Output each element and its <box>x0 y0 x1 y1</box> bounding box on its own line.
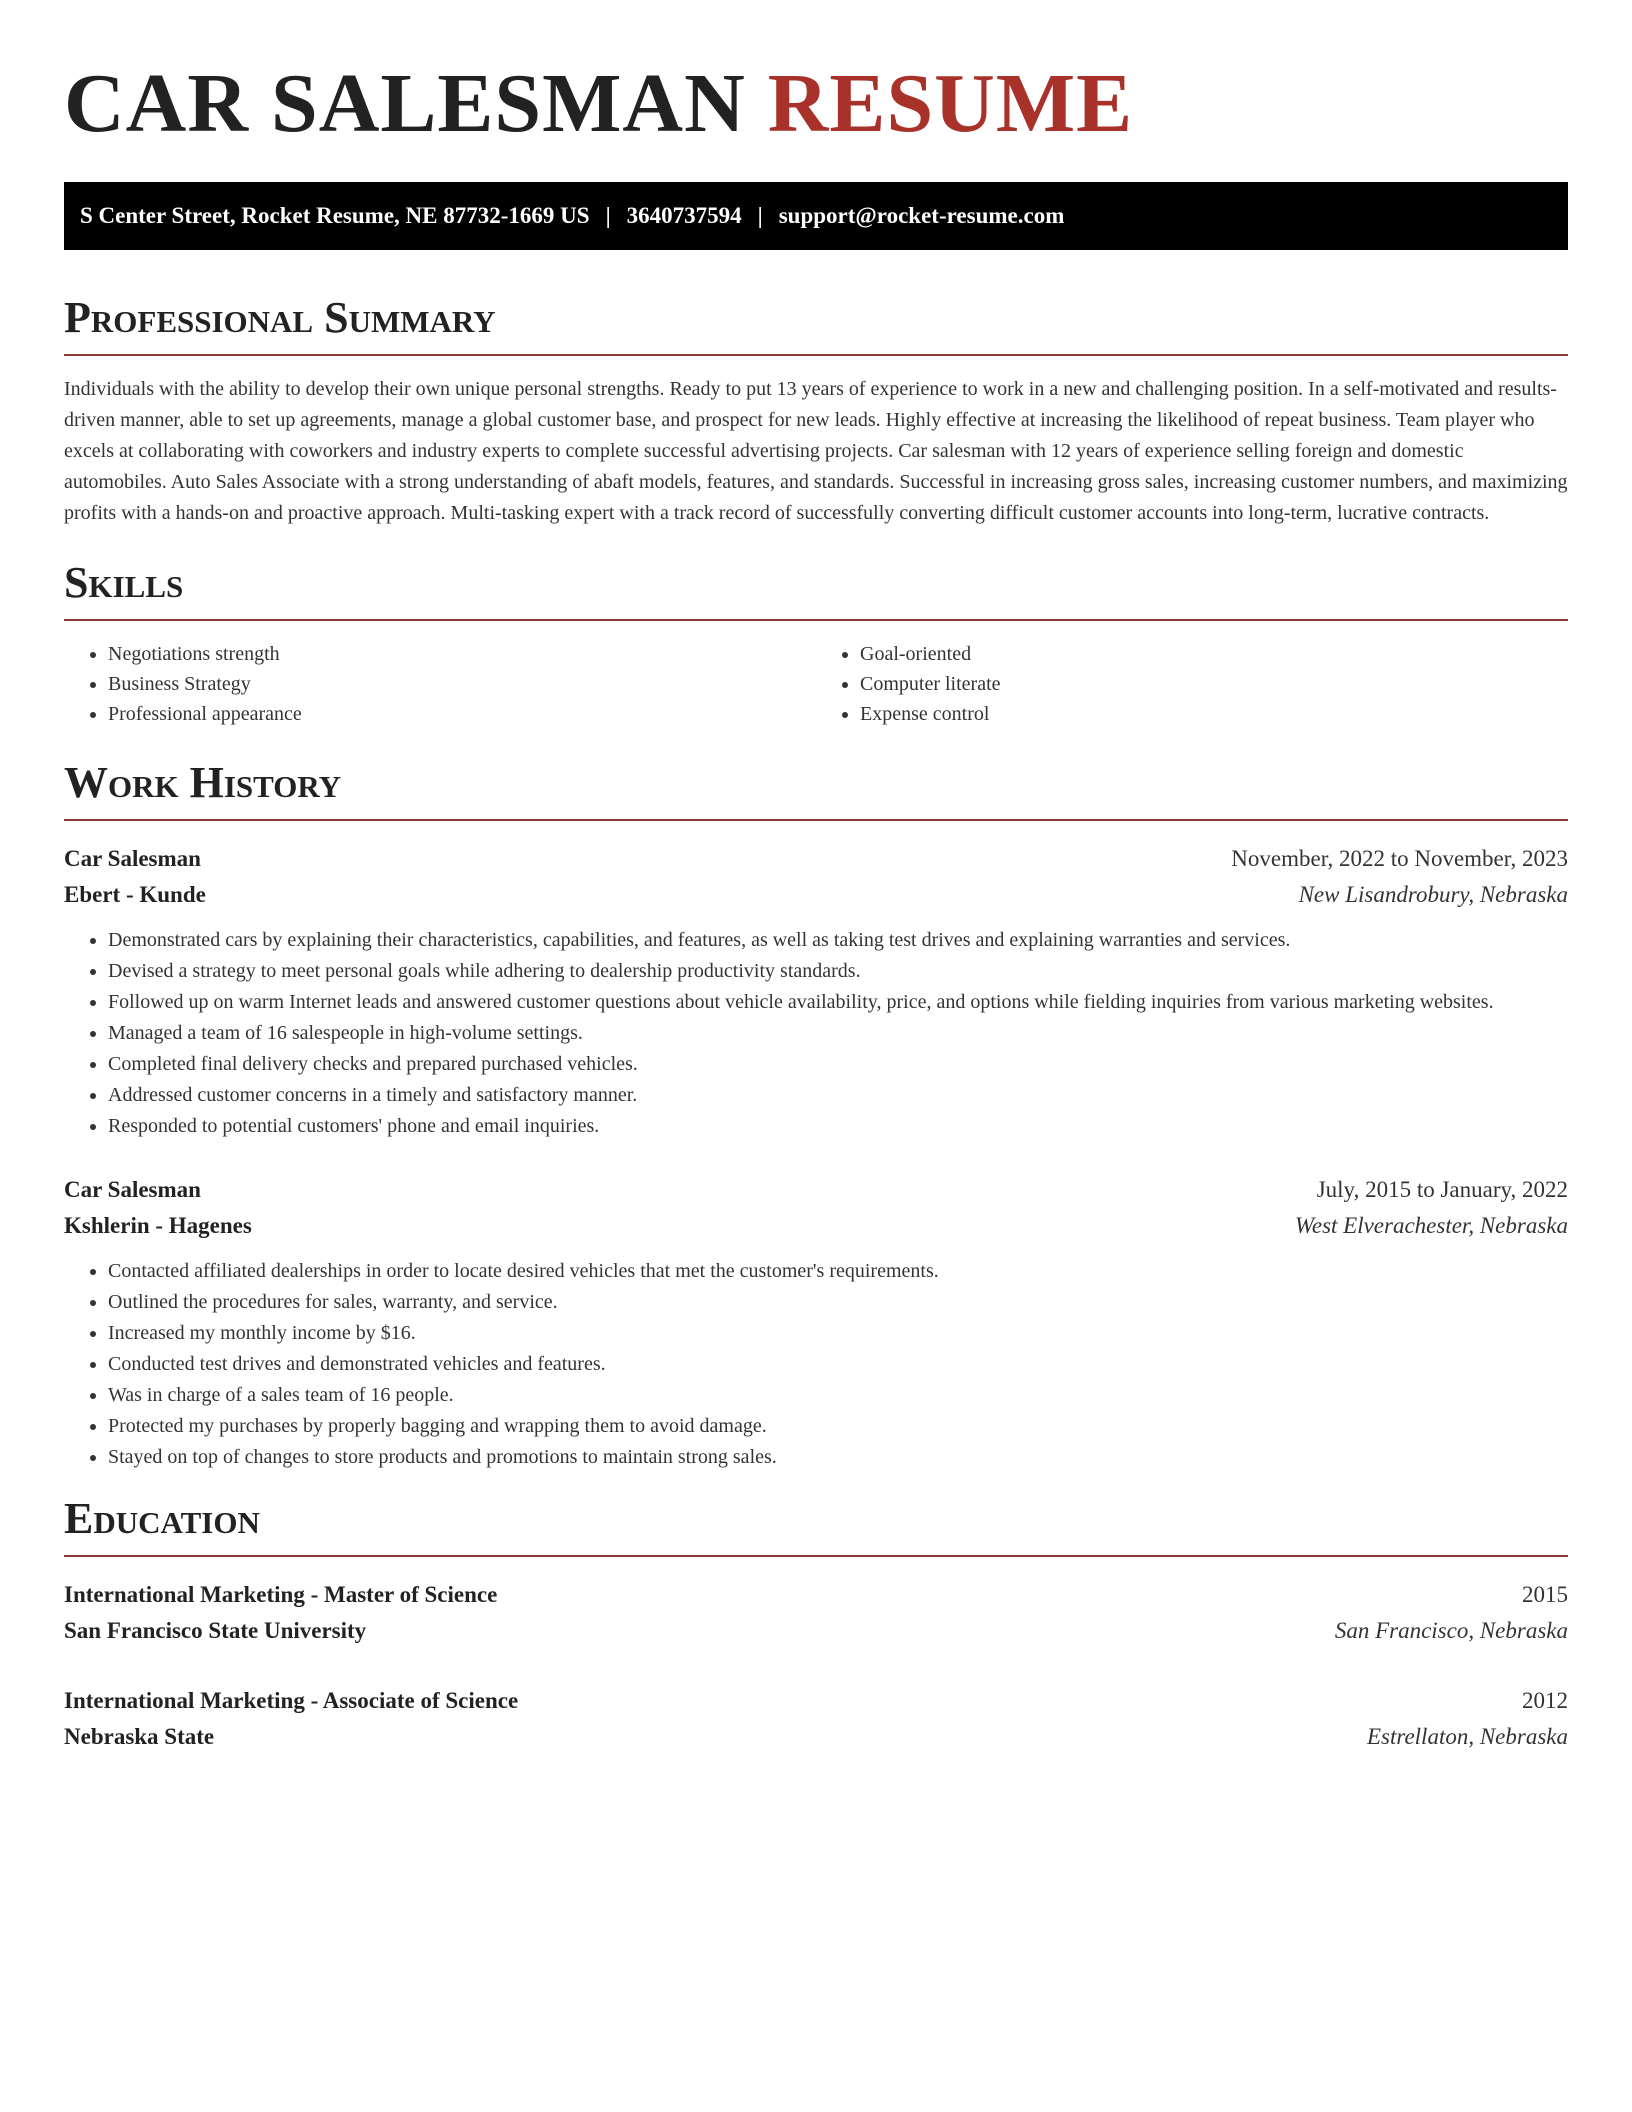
job-company-row <box>64 877 1568 913</box>
job-dates: July, 2015 to January, 2022 <box>1316 1177 1568 1202</box>
skill-item: • Goal-oriented <box>860 639 1568 669</box>
education-school: San Francisco State University <box>64 1618 367 1643</box>
contact-address: S Center Street, Rocket Resume, NE 87732-1669 US <box>80 203 590 228</box>
job-company-row <box>64 1208 1568 1244</box>
job-entry <box>64 841 1568 1142</box>
education-degree: International Marketing - Associate of Science <box>64 1688 519 1713</box>
skill-item: • Expense control <box>860 699 1568 729</box>
education-degree-row <box>64 1683 1568 1719</box>
work-history-heading: Work History <box>64 759 1568 821</box>
job-bullet: • Contacted affiliated dealerships in order to locate desired vehicles that met the customer's requirements. <box>108 1256 1568 1287</box>
job-location: West Elverachester, Nebraska <box>1294 1213 1568 1238</box>
education-heading: Education <box>64 1495 1568 1557</box>
job-bullets <box>64 1256 1568 1473</box>
education-entry <box>64 1683 1568 1755</box>
job-bullet: • Devised a strategy to meet personal goals while adhering to dealership productivity standards. <box>108 956 1568 987</box>
education-school-row <box>64 1719 1568 1755</box>
skill-item: • Computer literate <box>860 669 1568 699</box>
education-school-row <box>64 1613 1568 1649</box>
summary-section <box>64 294 1568 529</box>
education-location: Estrellaton, Nebraska <box>1366 1724 1568 1749</box>
skill-item: • Professional appearance <box>108 699 816 729</box>
job-header-row <box>64 841 1568 877</box>
job-bullet: • Outlined the procedures for sales, warranty, and service. <box>108 1287 1568 1318</box>
job-bullet: • Followed up on warm Internet leads and answered customer questions about vehicle availability, price, and options while fielding inquiries from various marketing websites. <box>108 987 1568 1018</box>
education-location: San Francisco, Nebraska <box>1334 1618 1568 1643</box>
work-history-section <box>64 759 1568 1473</box>
education-degree: International Marketing - Master of Science <box>64 1582 498 1607</box>
contact-phone: 3640737594 <box>626 203 742 228</box>
resume-title <box>64 58 1568 150</box>
job-bullet: • Responded to potential customers' phone and email inquiries. <box>108 1111 1568 1142</box>
job-bullet: • Completed final delivery checks and prepared purchased vehicles. <box>108 1049 1568 1080</box>
job-header-row <box>64 1172 1568 1208</box>
summary-heading: Professional Summary <box>64 294 1568 356</box>
job-bullet: • Stayed on top of changes to store products and promotions to maintain strong sales. <box>108 1442 1568 1473</box>
education-entry <box>64 1577 1568 1649</box>
skills-heading: Skills <box>64 559 1568 621</box>
skills-section <box>64 559 1568 729</box>
job-bullets <box>64 925 1568 1142</box>
skill-item: • Negotiations strength <box>108 639 816 669</box>
title-accent: RESUME <box>767 57 1134 150</box>
skills-columns <box>64 639 1568 729</box>
skills-column-left <box>64 639 816 729</box>
skills-column-right <box>816 639 1568 729</box>
education-year: 2012 <box>1522 1688 1568 1713</box>
job-bullet: • Increased my monthly income by $16. <box>108 1318 1568 1349</box>
contact-bar <box>64 182 1568 250</box>
job-bullet: • Demonstrated cars by explaining their characteristics, capabilities, and features, as well as taking test drives and explaining warranties and services. <box>108 925 1568 956</box>
education-school: Nebraska State <box>64 1724 215 1749</box>
title-main: CAR SALESMAN <box>64 57 746 150</box>
job-dates: November, 2022 to November, 2023 <box>1231 846 1568 871</box>
contact-separator: | <box>757 203 763 228</box>
job-location: New Lisandrobury, Nebraska <box>1298 882 1568 907</box>
skill-item: • Business Strategy <box>108 669 816 699</box>
education-section <box>64 1495 1568 1755</box>
job-bullet: • Managed a team of 16 salespeople in high-volume settings. <box>108 1018 1568 1049</box>
job-title: Car Salesman <box>64 1177 201 1202</box>
contact-separator: | <box>605 203 611 228</box>
summary-text: Individuals with the ability to develop their own unique personal strengths. Ready to put 13 years of experience to work in a new and challenging position. In a self-motivated and results-driven manner, able to set up agreements, manage a global customer base, and prospect for new leads. Highly effective at increasing the likelihood of repeat business. Team player who excels at collaborating with coworkers and industry experts to complete successful advertising projects. Car salesman with 12 years of experience selling foreign and domestic automobiles. Auto Sales Associate with a strong understanding of abaft models, features, and standards. Successful in increasing gross sales, increasing customer numbers, and maximizing profits with a hands-on and proactive approach. Multi-tasking expert with a track record of successfully converting difficult customer accounts into long-term, lucrative contracts. <box>64 378 1568 524</box>
job-bullet: • Addressed customer concerns in a timely and satisfactory manner. <box>108 1080 1568 1111</box>
job-company: Ebert - Kunde <box>64 882 206 907</box>
job-company: Kshlerin - Hagenes <box>64 1213 252 1238</box>
job-bullet: • Was in charge of a sales team of 16 people. <box>108 1380 1568 1411</box>
job-entry <box>64 1172 1568 1473</box>
education-year: 2015 <box>1522 1582 1568 1607</box>
job-bullet: • Protected my purchases by properly bagging and wrapping them to avoid damage. <box>108 1411 1568 1442</box>
contact-email: support@rocket-resume.com <box>778 203 1065 228</box>
job-bullet: • Conducted test drives and demonstrated vehicles and features. <box>108 1349 1568 1380</box>
education-degree-row <box>64 1577 1568 1613</box>
job-title: Car Salesman <box>64 846 201 871</box>
